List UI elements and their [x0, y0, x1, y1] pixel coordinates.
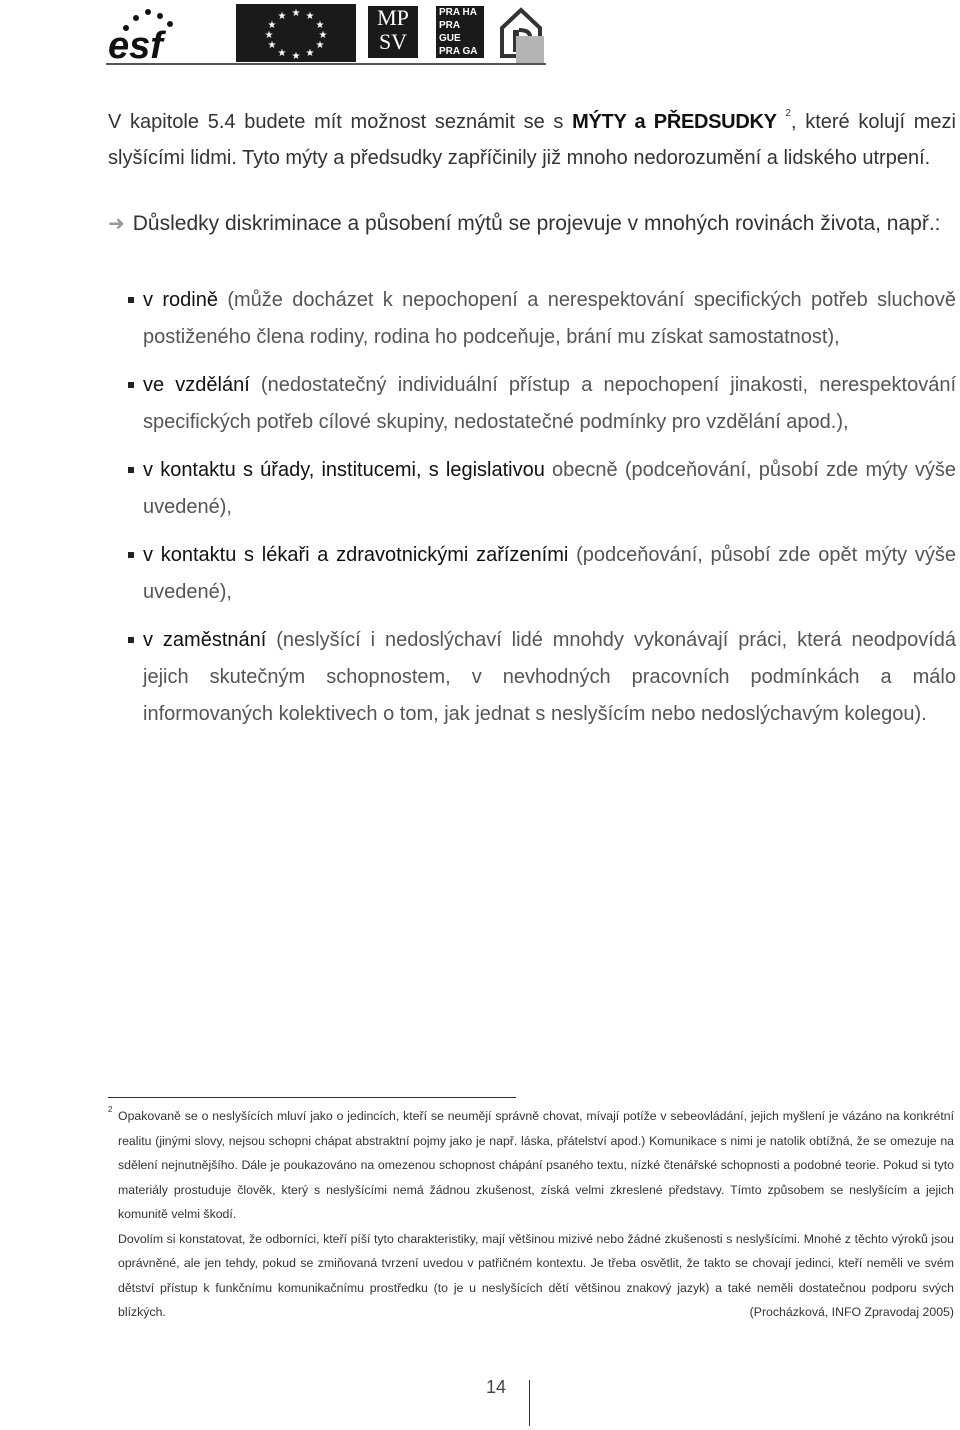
arrow-icon: ➜	[108, 213, 125, 235]
list-item-text: (nedostatečný individuální přístup a nepochopení jinakosti, nerespektování specifických potřeb cílové skupiny, nedostatečné podmínky pro vzdělání apod.),	[143, 374, 956, 433]
list-item	[128, 537, 956, 611]
svg-text:★: ★	[305, 48, 315, 59]
list-item-keyword: v kontaktu s lékaři a zdravotnickými zařízeními	[143, 544, 569, 566]
header-logos	[106, 4, 546, 66]
lead-paragraph	[108, 206, 956, 242]
mpsv-logo-bottom: SV	[378, 29, 408, 54]
list-item	[128, 622, 956, 733]
footnote-source: (Procházková, INFO Zpravodaj 2005)	[749, 1305, 954, 1319]
svg-text:★: ★	[305, 11, 315, 22]
list-item-text: (může docházet k nepochopení a nerespektování specifických potřeb sluchově postiženého člena rodiny, rodina ho podceňuje, brání mu získat samostatnost),	[143, 289, 957, 348]
bullet-icon	[128, 637, 134, 643]
list-item-keyword: v zaměstnání	[143, 629, 267, 651]
list-item	[128, 282, 956, 356]
svg-text:★: ★	[291, 51, 301, 62]
svg-text:★: ★	[267, 20, 277, 31]
mpsv-logo	[368, 6, 418, 58]
list-item	[128, 367, 956, 441]
bullet-icon	[128, 552, 134, 558]
list-item-keyword: ve vzdělání	[143, 374, 250, 396]
footnote-number: 2	[108, 1105, 113, 1114]
esf-logo	[106, 4, 232, 62]
footnote-rule	[108, 1097, 516, 1098]
svg-text:★: ★	[291, 8, 301, 19]
page-number: 14	[486, 1377, 507, 1397]
svg-text:★: ★	[318, 30, 328, 41]
praha-logo-line: PRA GUE	[439, 20, 461, 44]
footnote	[108, 1104, 954, 1325]
header-rule	[106, 63, 546, 65]
page-number-rule	[529, 1380, 530, 1426]
svg-text:★: ★	[267, 40, 277, 51]
intro-paragraph	[108, 104, 956, 176]
svg-text:★: ★	[264, 30, 274, 41]
bullet-icon	[128, 382, 134, 388]
intro-text-1: V kapitole 5.4 budete mít možnost seznámit se s	[108, 111, 573, 133]
esf-logo-text: esf	[108, 25, 163, 62]
bullet-list	[128, 282, 956, 744]
footnote-paragraph-2-text: Dovolím si konstatovat, že odborníci, kteří píší tyto charakteristiky, mají většinou mizivé nebo žádné zkušenosti s neslyšícími. Mnohé z těchto výroků jsou oprávněné, ale jen tehdy, pokud se zmiňovaná tvrzení uvedou v patřičném kontextu. Je třeba osvětlit, že takto se chovají jedinci, kteří neměli ve svém dětství přístup k funkčnímu komunikačnímu prostředku (to je u neslyšících dětí většinou znakový jazyk) a také neměli dostatečnou podporu svých blízkých.	[118, 1231, 954, 1319]
footnote-paragraph-1: Opakovaně se o neslyšících mluví jako o jedincích, kteří se neumějí správně chovat, mívají potíže v sebeovládání, jejich myšlení je vázáno na konkrétní realitu (jinými slovy, nejsou schopni chápat abstraktní pojmy jako je např. láska, přátelství apod.) Komunikace s nimi je natolik obtížná, že se omezuje na sdělení nejnutnějšího. Dále je poukazováno na omezenou schopnost chápání psaného textu, nízké čtenářské schopnosti a podobné teorie. Pokud si tyto materiály prostuduje člověk, který s neslyšícími nemá žádnou zkušenost, získá velmi zkreslené představy. Tímto způsobem se neslyšícím a jejich komunitě velmi škodí.	[118, 1109, 954, 1221]
footnote-ref: 2	[785, 108, 791, 119]
intro-emphasis: MÝTY a PŘEDSUDKY	[572, 111, 777, 133]
svg-text:★: ★	[277, 11, 287, 22]
praha-logo-line: PRA GA	[439, 46, 478, 57]
list-item	[128, 452, 956, 526]
intro-text-2: , které kolují mezi slyšícími lidmi. Tyto mýty a předsudky zapříčinily již mnoho nedorozumění a lidského utrpení.	[108, 111, 956, 169]
eu-flag-logo	[236, 4, 356, 62]
lead-text: Důsledky diskriminace a působení mýtů se projevuje v mnohých rovinách života, např.:	[132, 212, 941, 235]
list-item-text: (podceňování, působí zde opět mýty výše uvedené),	[143, 544, 956, 603]
list-item-keyword: v rodině	[143, 289, 218, 311]
bullet-icon	[128, 467, 134, 473]
mpsv-logo-top: MP	[377, 5, 409, 30]
svg-text:★: ★	[315, 20, 325, 31]
list-item-keyword: v kontaktu s úřady, institucemi, s legislativou	[143, 459, 545, 481]
praha-logo-line: PRA HA	[439, 7, 477, 18]
svg-text:★: ★	[277, 48, 287, 59]
header-gray-square	[516, 36, 544, 63]
svg-text:★: ★	[315, 40, 325, 51]
praha-logo	[436, 6, 484, 58]
bullet-icon	[128, 297, 134, 303]
list-item-text: obecně (podceňování, působí zde mýty výše uvedené),	[143, 459, 956, 518]
footnote-paragraph-2	[118, 1227, 954, 1325]
list-item-text: (neslyšící i nedoslýchaví lidé mnohdy vykonávají práci, která neodpovídá jejich skutečným schopnostem, v nevhodných pracovních podmínkách a málo informovaných kolektivech o tom, jak jednat s neslyšícím nebo nedoslýchavým kolegou).	[143, 629, 957, 725]
